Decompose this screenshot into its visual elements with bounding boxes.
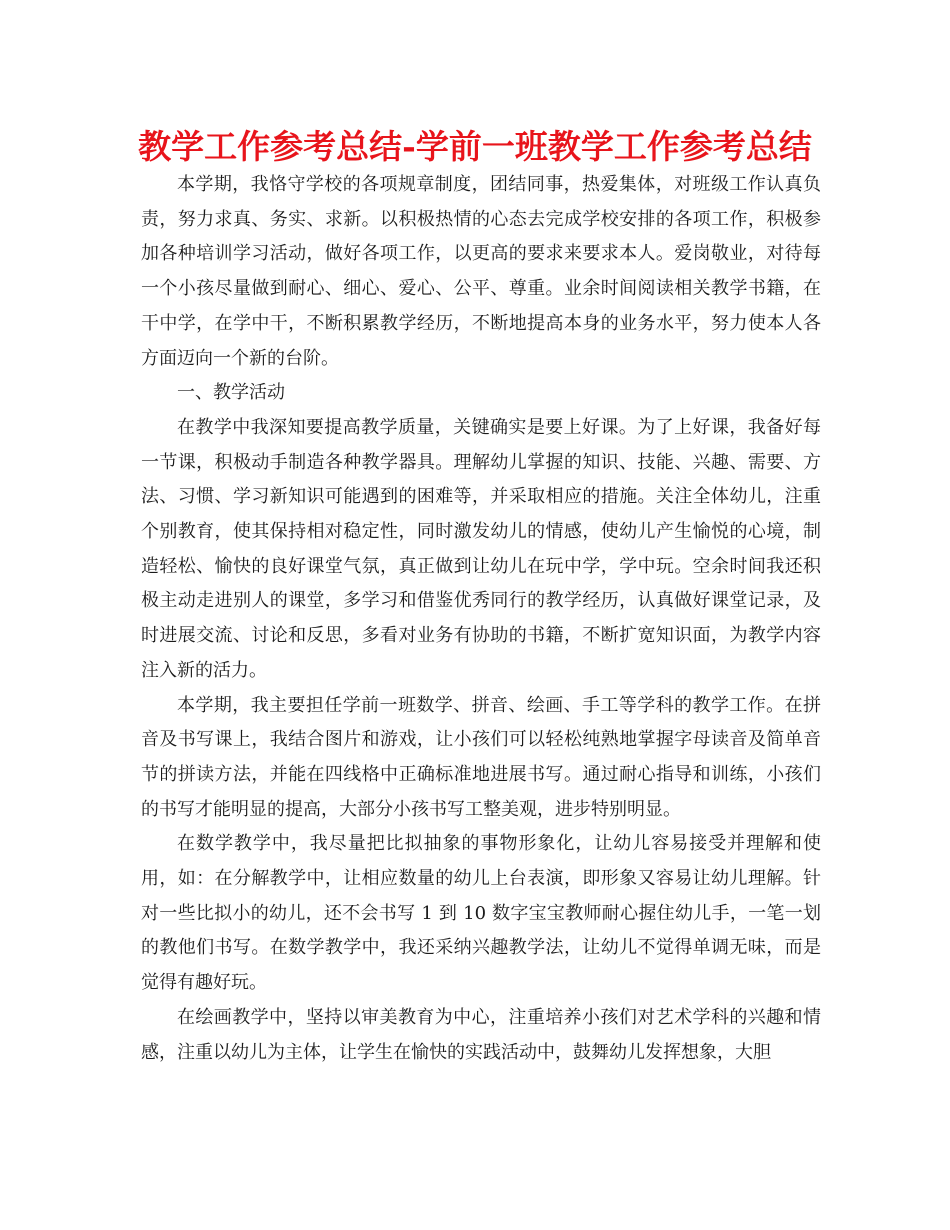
paragraph-teaching-quality: 在教学中我深知要提高教学质量，关键确实是要上好课。为了上好课，我备好每一节课，积极动手制造各种教学器具。理解幼儿掌握的知识、技能、兴趣、需要、方法、习惯、学习新知识可能遇到的困难等，并采取相应的措施。关注全体幼儿，注重个别教育，使其保持相对稳定性，同时激发幼儿的情感，使幼儿产生愉悦的心境，制造轻松、愉快的良好课堂气氛，真正做到让幼儿在玩中学，学中玩。空余时间我还积极主动走进别人的课堂，多学习和借鉴优秀同行的教学经历，认真做好课堂记录，及时进展交流、讨论和反思，多看对业务有协助的书籍，不断扩宽知识面，为教学内容注入新的活力。 — [141, 416, 821, 681]
paragraph-subjects: 本学期，我主要担任学前一班数学、拼音、绘画、手工等学科的教学工作。在拼音及书写课上，我结合图片和游戏，让小孩们可以轻松纯熟地掌握字母读音及简单音节的拼读方法，并能在四线格中正确标准地进展书写。通过耐心指导和训练，小孩们的书写才能明显的提高，大部分小孩书写工整美观，进步特别明显。 — [141, 694, 821, 820]
section-heading-teaching-activities: 一、教学活动 — [177, 382, 285, 404]
paragraph-math-teaching: 在数学教学中，我尽量把比拟抽象的事物形象化，让幼儿容易接受并理解和使用，如：在分解教学中，让相应数量的幼儿上台表演，即形象又容易让幼儿理解。针对一些比拟小的幼儿，还不会书写 1 到 10 数字宝宝教师耐心握住幼儿手，一笔一划的教他们书写。在数学教学中，我还采纳兴趣教学法，让幼儿不觉得单调无味，而是觉得有趣好玩。 — [141, 833, 821, 994]
paragraph-art-teaching: 在绘画教学中，坚持以审美教育为中心，注重培养小孩们对艺术学科的兴趣和情感，注重以幼儿为主体，让学生在愉快的实践活动中，鼓舞幼儿发挥想象，大胆 — [141, 1006, 821, 1063]
paragraph-intro: 本学期，我恪守学校的各项规章制度，团结同事，热爱集体，对班级工作认真负责，努力求真、务实、求新。以积极热情的心态去完成学校安排的各项工作，积极参加各种培训学习活动，做好各项工作，以更高的要求来要求本人。爱岗敬业，对待每一个小孩尽量做到耐心、细心、爱心、公平、尊重。业余时间阅读相关教学书籍，在干中学，在学中干，不断积累教学经历，不断地提高本身的业务水平，努力使本人各方面迈向一个新的台阶。 — [141, 174, 821, 369]
document-title: 教学工作参考总结-学前一班教学工作参考总结 — [138, 127, 812, 166]
document-body — [141, 168, 821, 1070]
